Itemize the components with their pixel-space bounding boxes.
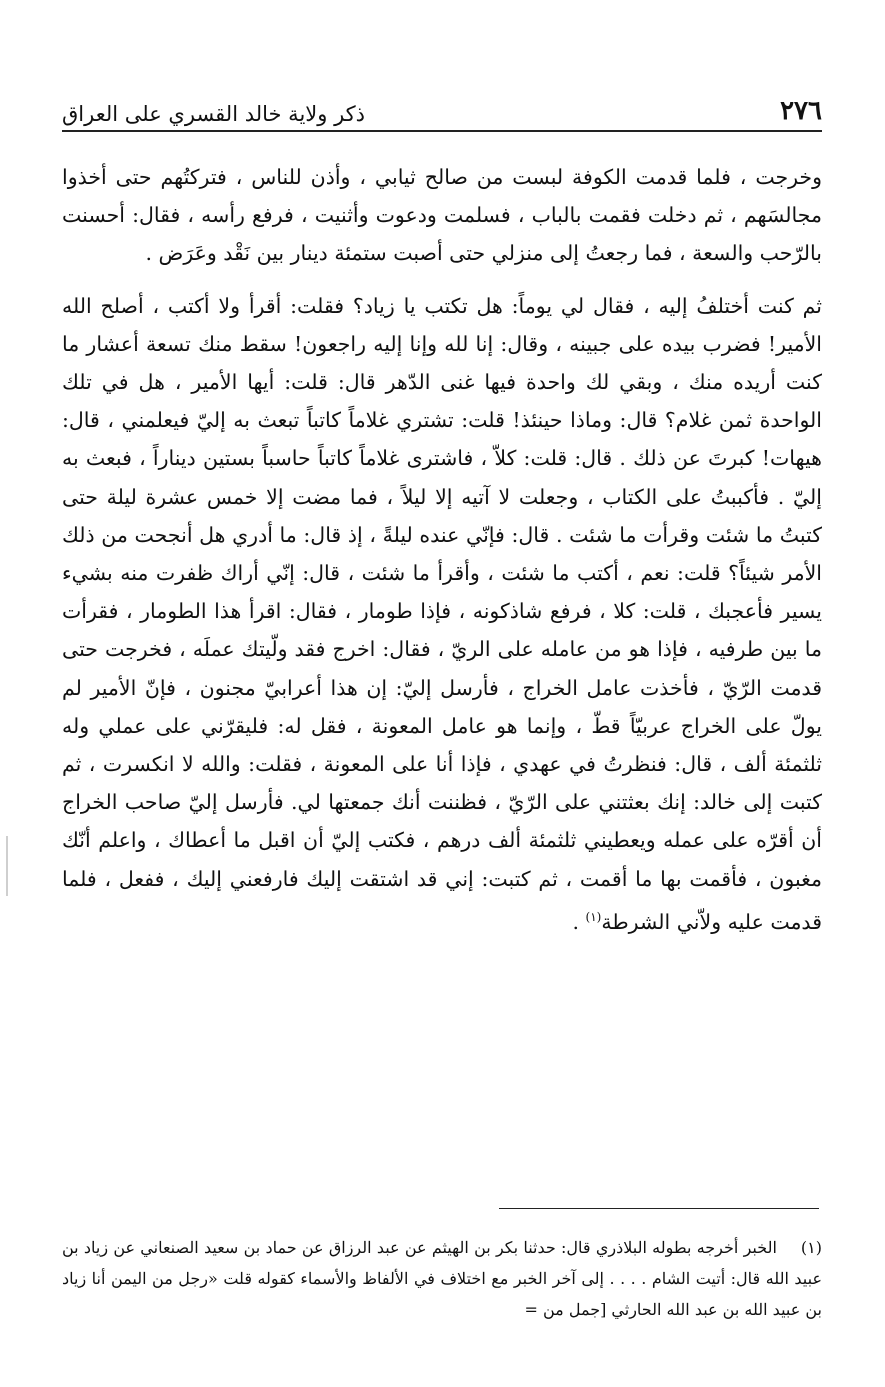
footnote-number: (١)	[800, 1238, 822, 1257]
footnote-reference[interactable]: (١)	[585, 909, 602, 924]
paragraph-1: وخرجت ، فلما قدمت الكوفة لبست من صالح ثيابي ، وأذن للناس ، فتركتُهم حتى أخذوا مجالسَهم ، ثم دخلت فقمت بالباب ، فسلمت ودعوت وأثنيت ، فرفع رأسه ، فقال: أحسنت بالرّحب والسعة ، فما رجعتُ إلى منزلي حتى أصبت ستمئة دينار بين نَقْد وعَرَض .	[62, 165, 822, 266]
main-text	[62, 158, 822, 941]
page-number: ٢٧٦	[780, 96, 822, 126]
footnotes	[62, 1232, 822, 1325]
footnote-item	[62, 1232, 822, 1325]
footnote-separator	[499, 1208, 819, 1209]
running-title: ذكر ولاية خالد القسري على العراق	[62, 102, 366, 126]
paragraph-2-text: ثم كنت أختلفُ إليه ، فقال لي يوماً: هل تكتب يا زياد؟ فقلت: أقرأ ولا أكتب ، أصلح الله الأمير! فضرب بيده على جبينه ، وقال: إنا لله وإنا إليه راجعون! سقط منك تسعة أعشار ما كنت أريده منك ، وبقي لك واحدة فيها غنى الدّهر قال: قلت: أيها الأمير ، هل في تلك الواحدة ثمن غلام؟ قال: وماذا حينئذ! قلت: تشتري غلاماً كاتباً تبعث به إليّ فيعلمني ، قال: هيهات! كبرتَ عن ذلك . قال: قلت: كلاّ ، فاشترى غلاماً كاتباً حاسباً بستين ديناراً ، فبعث به إليّ . فأكببتُ على الكتاب ، وجعلت لا آتيه إلا ليلاً ، فما مضت إلا خمس عشرة ليلة حتى كتبتُ ما شئت وقرأت ما شئت . قال: فإنّي عنده ليلةً ، إذ قال: ما أدري هل أنجحت من ذلك الأمر شيئاً؟ قلت: نعم ، أكتب ما شئت ، وأقرأ ما شئت ، قال: إنّي أراك ظفرت منه بشيء يسير فأعجبك ، قلت: كلا ، فرفع شاذكونه ، فإذا طومار ، فقال: اقرأ هذا الطومار ، فقرأت ما بين طرفيه ، فإذا هو من عامله على الريّ ، فقال: اخرج فقد ولّيتك عملَه ، فخرجت حتى قدمت الرّيّ ، فأخذت عامل الخراج ، فأرسل إليّ: إن هذا أعرابيّ مجنون ، فإنّ الأمير لم يولّ على الخراج عربيّاً قطّ ، وإنما هو عامل المعونة ، فقل له: فليقرّني على عملي وله ثلثمئة ألف ، قال: فنظرتُ في عهدي ، فإذا أنا على المعونة ، فقلت: والله لا انكسرت ، ثم كتبت إلى خالد: إنك بعثتني على الرّيّ ، فظننت أنك جمعتها لي. فأرسل إليّ صاحب الخراج أن أقرّه على عمله ويعطيني ثلثمئة ألف درهم ، فكتب إليّ أن اقبل ما أعطاك ، واعلم أنّك مغبون ، فأقمت بها ما أقمت ، ثم كتبت: إني قد اشتقت إليك فارفعني إليك ، ففعل ، فلما قدمت عليه ولاّني الشرطة	[62, 293, 822, 934]
footnote-text: الخبر أخرجه بطوله البلاذري قال: حدثنا بكر بن الهيثم عن عبد الرزاق عن حماد بن سعيد الصنعاني عن زياد بن عبيد الله قال: أتيت الشام . . . . إلى آخر الخبر مع اختلاف في الألفاظ والأسماء كقوله قلت «رجل من اليمن أنا زياد بن عبيد الله بن عبد الله الحارثي [جمل من =	[62, 1238, 822, 1319]
scan-margin-mark	[6, 836, 8, 896]
paragraph-2	[62, 287, 822, 941]
page-header	[62, 86, 822, 132]
final-punctuation: .	[572, 909, 586, 934]
